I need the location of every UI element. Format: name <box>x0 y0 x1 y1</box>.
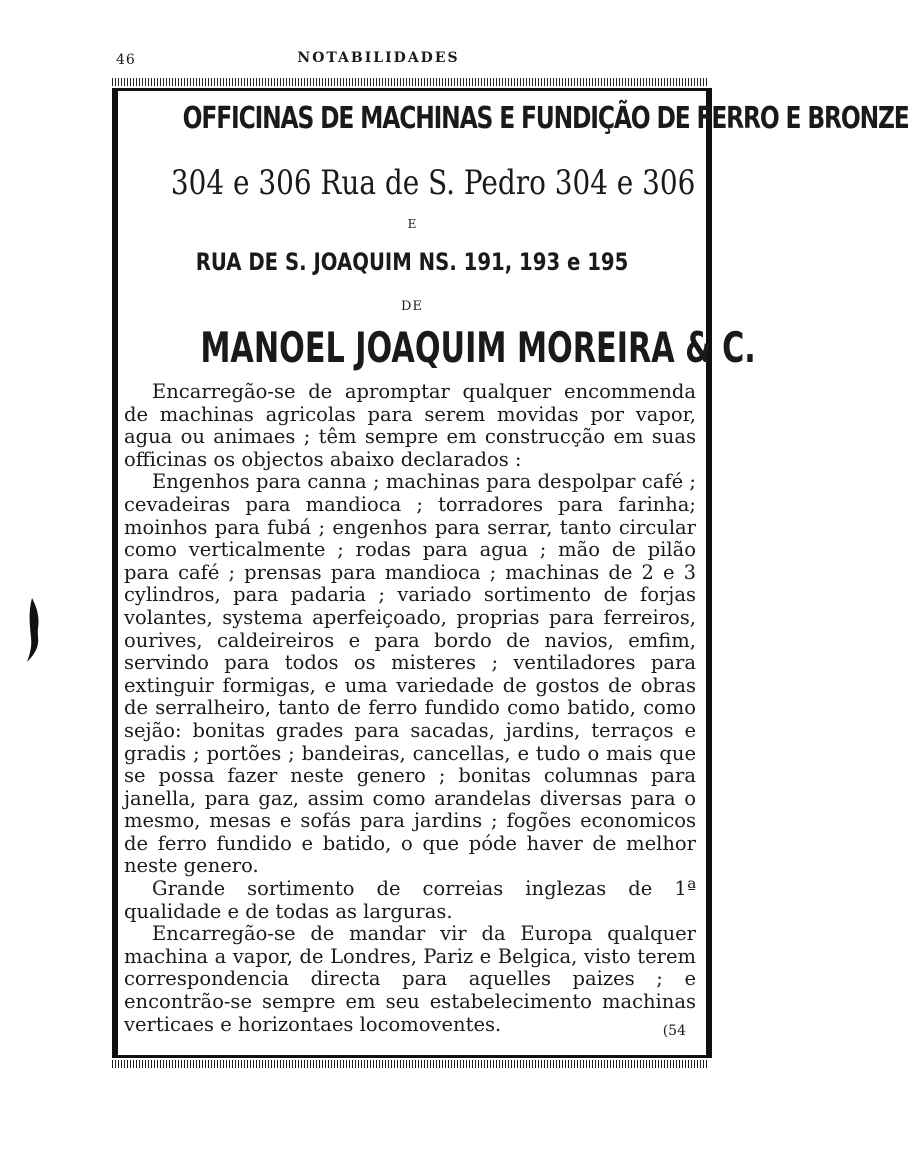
ink-blot <box>26 596 44 664</box>
bottom-decorative-rule <box>112 1060 708 1068</box>
page-number: 46 <box>116 52 136 68</box>
running-title: NOTABILIDADES <box>297 50 460 66</box>
body-paragraph-belts: Grande sortimento de correias inglezas de 1ª qualidade e de todas as larguras. <box>124 877 696 923</box>
ad-headline: OFFICINAS DE MACHINAS E FUNDIÇÃO DE FERRO E BRONZE <box>182 101 909 136</box>
preposition-de: DE <box>401 299 423 314</box>
firm-name: MANOEL JOAQUIM MOREIRA & C. <box>200 323 756 372</box>
body-paragraph-products: Engenhos para canna ; machinas para despolpar café ; cevadeiras para mandioca ; torradores para farinha; moinhos para fubá ; engenhos para serrar, tanto circular como verticalmente ; rodas para agua ; mão de pilão para café ; prensas para mandioca ; machinas de 2 e 3 cylindros, para padaria ; variado sortimento de forjas volantes, systema aperfeiçoado, proprias para ferreiros, ourives, caldeireiros e para bordo de navios, emfim, servindo para todos os misteres ; ventiladores para extinguir formigas, e uma variedade de gostos de obras de serralheiro, tanto de ferro fundido como batido, como sejão: bonitas grades para sacadas, jardins, terraços e gradis ; portões ; bandeiras, cancellas, e tudo o mais que se possa fazer neste genero ; bonitas columnas para janella, para gaz, assim como arandelas diversas para o mesmo, mesas e sofás para jardins ; fogões economicos de ferro fundido e batido, o que póde haver de melhor neste genero. <box>124 470 696 878</box>
top-decorative-rule <box>112 78 708 86</box>
body-paragraph-intro: Encarregão-se de apromptar qualquer encommenda de machinas agricolas para serem movidas por vapor, agua ou animaes ; têm sempre em construcção em suas officinas os objectos abaixo declarados : <box>124 380 696 471</box>
secondary-address: RUA DE S. JOAQUIM NS. 191, 193 e 195 <box>195 248 629 276</box>
ad-body <box>124 381 696 1036</box>
advertisement-content <box>118 91 909 1055</box>
conjunction: E <box>407 217 417 231</box>
primary-address: 304 e 306 Rua de S. Pedro 304 e 306 <box>170 163 696 203</box>
advertisement-frame <box>112 88 909 1058</box>
body-paragraph-imports: Encarregão-se de mandar vir da Europa qualquer machina a vapor, de Londres, Pariz e Belgica, visto terem correspondencia directa para aquelles paizes ; e encontrão-se sempre em seu estabelecimento machinas verticaes e horizontaes locomoventes. <box>124 922 696 1036</box>
ad-reference-number: (54 <box>662 1023 686 1039</box>
